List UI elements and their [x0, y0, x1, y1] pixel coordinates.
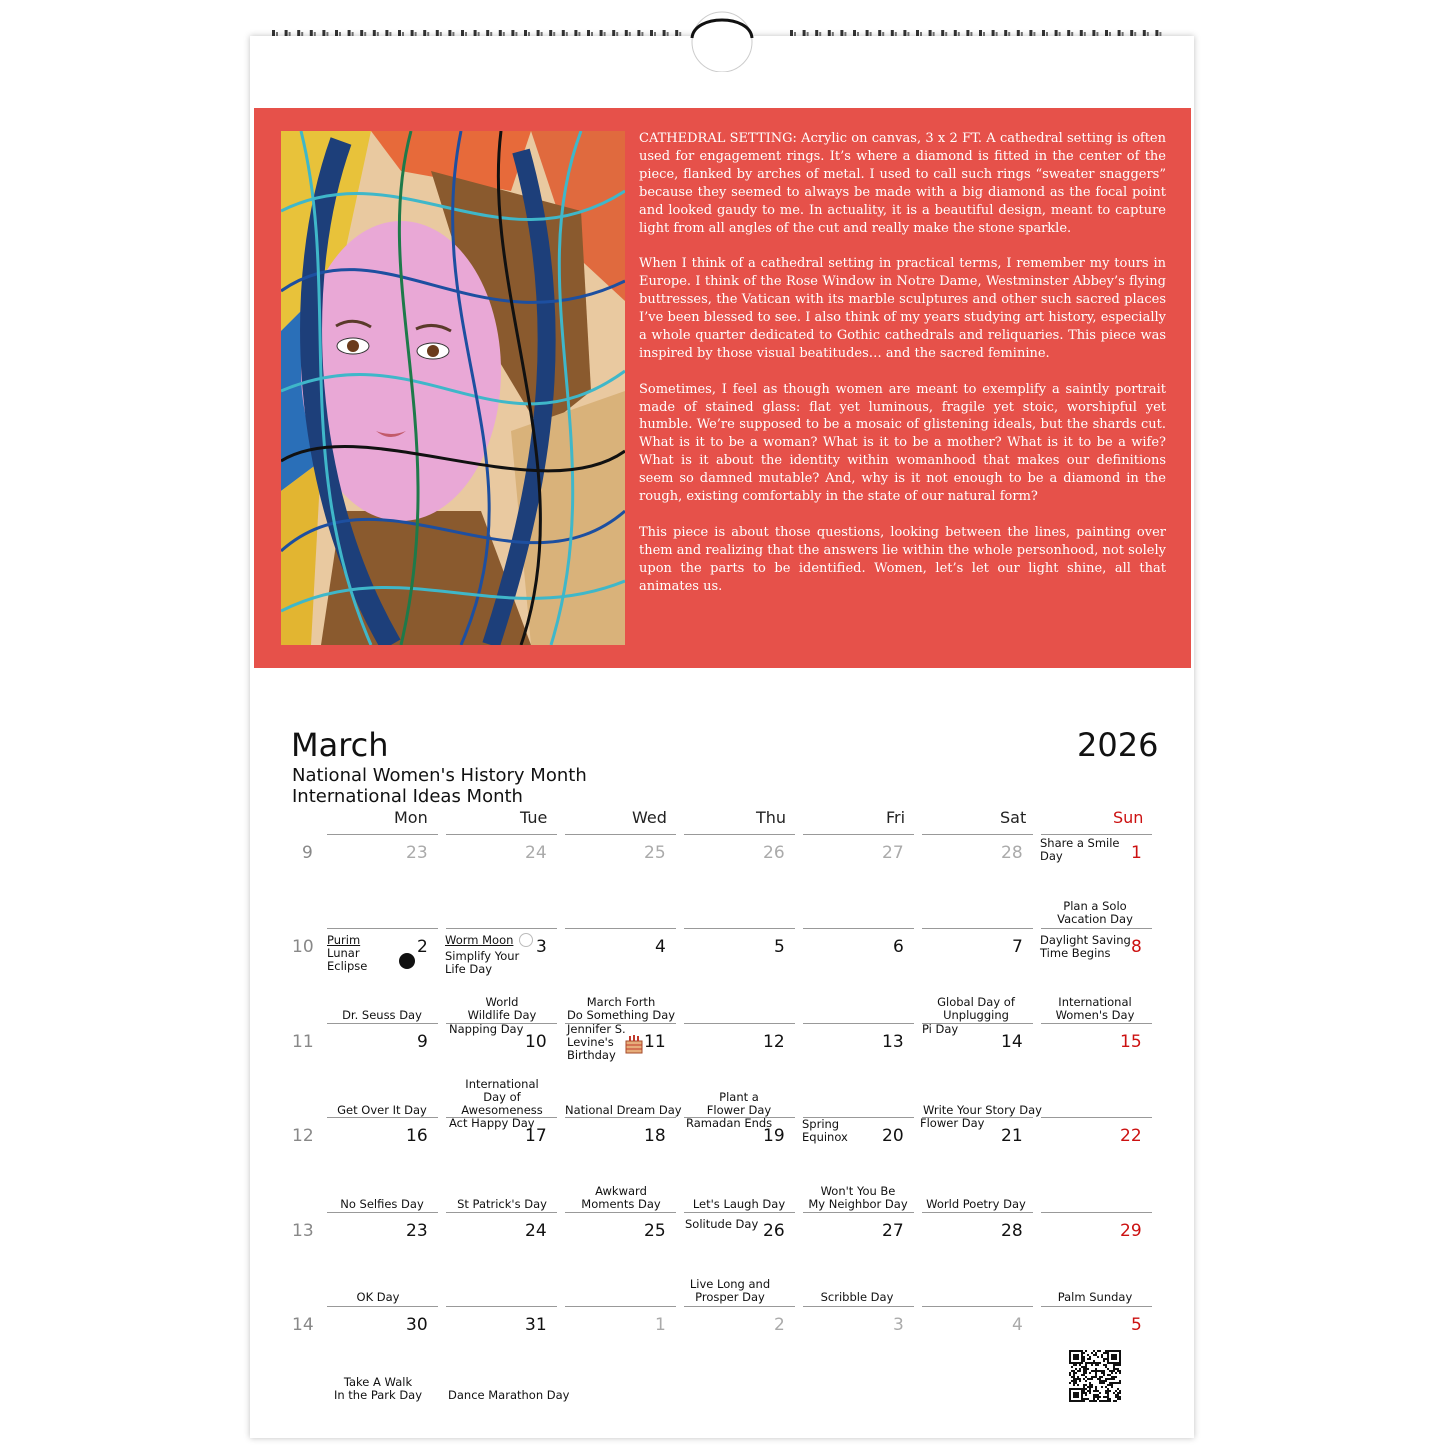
day-cell-divider [565, 1117, 676, 1118]
day-number[interactable]: 22 [1120, 1126, 1142, 1146]
new-moon-icon [518, 932, 534, 948]
event-palm-sunday: Palm Sunday [1057, 1290, 1133, 1304]
weekday-tue: Tue [520, 808, 548, 827]
event-dance-marathon: Dance Marathon Day [448, 1388, 570, 1402]
day-cell-divider [684, 1212, 795, 1213]
day-number[interactable]: 13 [882, 1032, 904, 1052]
birthday-cake-icon [624, 1032, 644, 1054]
day-number[interactable]: 25 [644, 843, 666, 863]
essay-paragraph-2: When I think of a cathedral setting in practical terms, I remember my tours in Europe. I think of the Rose Window in Notre Dame, Westminster Abbey’s flying buttresses, the Vatican with its marble sculptures and other such sacred places I’ve been blessed to see. I also think of my years studying art history, especially a whole quarter dedicated to Gothic cathedrals and reliquaries. This piece was inspired by those visual beatitudes… and the sacred feminine. [639, 256, 1166, 361]
day-cell-divider [565, 1306, 676, 1307]
day-number[interactable]: 10 [525, 1032, 547, 1052]
day-number[interactable]: 16 [406, 1126, 428, 1146]
weekday-sat: Sat [1000, 808, 1027, 827]
day-cell-divider [327, 1117, 438, 1118]
day-cell-divider [446, 1306, 557, 1307]
event-ok-day: OK Day [356, 1290, 400, 1304]
day-number[interactable]: 2 [774, 1315, 785, 1335]
day-number[interactable]: 14 [1001, 1032, 1023, 1052]
day-cell-divider [803, 1306, 914, 1307]
event-ramadan-ends: Ramadan Ends [686, 1116, 773, 1130]
day-cell-divider [803, 834, 914, 835]
event-intl-womens-day: International Women's Day [1055, 995, 1135, 1022]
day-number[interactable]: 24 [525, 1221, 547, 1241]
weekday-mon: Mon [394, 808, 428, 827]
event-daylight-saving: Daylight Saving Time Begins [1040, 933, 1131, 960]
event-take-a-walk: Take A Walk In the Park Day [333, 1375, 423, 1402]
painting-image [281, 131, 625, 645]
event-unplugging: Global Day of Unplugging [937, 995, 1015, 1022]
event-solitude: Solitude Day [685, 1217, 759, 1231]
event-wildlife: World Wildlife Day [467, 995, 537, 1022]
week-number: 13 [292, 1221, 314, 1241]
day-number[interactable]: 4 [655, 937, 666, 957]
event-awkward-moments: Awkward Moments Day [581, 1184, 661, 1211]
full-moon-icon [398, 952, 416, 970]
event-act-happy: Act Happy Day [449, 1116, 535, 1130]
event-lets-laugh: Let's Laugh Day [692, 1197, 786, 1211]
weekday-sun: Sun [1113, 808, 1144, 827]
day-number[interactable]: 3 [893, 1315, 904, 1335]
day-cell-divider [446, 834, 557, 835]
event-worm-moon: Worm Moon [445, 933, 514, 947]
day-number[interactable]: 11 [644, 1032, 666, 1052]
day-number[interactable]: 31 [525, 1315, 547, 1335]
day-number[interactable]: 28 [1001, 843, 1023, 863]
day-number[interactable]: 12 [763, 1032, 785, 1052]
day-cell-divider [446, 928, 557, 929]
day-cell-divider [1041, 1023, 1152, 1024]
month-observance-2: International Ideas Month [292, 786, 523, 807]
day-number[interactable]: 2 [417, 937, 428, 957]
day-number[interactable]: 20 [882, 1126, 904, 1146]
day-cell-divider [684, 834, 795, 835]
day-cell-divider [922, 928, 1033, 929]
hanger-ring-icon [690, 8, 754, 72]
day-number[interactable]: 9 [417, 1032, 428, 1052]
day-cell-divider [327, 928, 438, 929]
day-number[interactable]: 17 [525, 1126, 547, 1146]
event-live-long: Live Long and Prosper Day [689, 1277, 771, 1304]
day-cell-divider [803, 1212, 914, 1213]
day-number[interactable]: 5 [1131, 1315, 1142, 1335]
weekday-fri: Fri [886, 808, 906, 827]
day-cell-divider [922, 834, 1033, 835]
day-cell-divider [1041, 1306, 1152, 1307]
day-cell-divider [1041, 1117, 1152, 1118]
day-number[interactable]: 26 [763, 1221, 785, 1241]
event-write-story: Write Your Story Day [923, 1103, 1042, 1117]
essay-paragraph-1: CATHEDRAL SETTING: Acrylic on canvas, 3 x 2 FT. A cathedral setting is often used for engagement rings. It’s where a diamond is fitted in the center of the piece, flanked by arches of metal. I used to call such rings “sweater snaggers” because they seemed to always be made with a big diamond as the focal point and looked gaudy to me. In actuality, it is a beautiful design, meant to capture light from all angles of the cut and really make the stone sparkle. [639, 131, 1166, 236]
weekday-thu: Thu [756, 808, 787, 827]
qr-code-icon [1069, 1350, 1121, 1402]
essay-paragraph-3: Sometimes, I feel as though women are meant to exemplify a saintly portrait made of stained glass: flat yet luminous, fragile yet stoic, worshipful yet humble. We’re supposed to be a mosaic of glistening ideals, but the shards cut. What is it to be a woman? What is it to be a mother? What is it to be a wife? What is it about the identity within womanhood that makes our definitions seem so damned mutable? And, why is it not enough to be a diamond in the rough, existing comfortably in the state of our natural form? [639, 381, 1166, 505]
day-number[interactable]: 30 [406, 1315, 428, 1335]
day-cell-divider [327, 1212, 438, 1213]
day-cell-divider [803, 1023, 914, 1024]
day-number[interactable]: 8 [1131, 937, 1142, 957]
event-flower-day: Flower Day [920, 1116, 985, 1130]
day-number[interactable]: 19 [763, 1126, 785, 1146]
month-observance-1: National Women's History Month [292, 765, 587, 786]
weekday-wed: Wed [632, 808, 667, 827]
day-number[interactable]: 23 [406, 843, 428, 863]
event-napping: Napping Day [449, 1022, 524, 1036]
day-cell-divider [1041, 1212, 1152, 1213]
day-number[interactable]: 26 [763, 843, 785, 863]
day-number[interactable]: 24 [525, 843, 547, 863]
day-cell-divider [565, 928, 676, 929]
day-cell-divider [922, 1306, 1033, 1307]
day-number[interactable]: 28 [1001, 1221, 1023, 1241]
essay-paragraph-4: This piece is about those questions, looking between the lines, painting over them and realizing that the answers lie within the whole personhood, not solely upon the parts to be identified. Women, let’s let our light shine, all that animates us. [639, 524, 1166, 594]
day-cell-divider [327, 1023, 438, 1024]
day-cell-divider [803, 928, 914, 929]
event-birthday: Jennifer S. Levine's Birthday [567, 1022, 626, 1062]
year-title: 2026 [1077, 726, 1159, 764]
day-number[interactable]: 5 [774, 937, 785, 957]
month-title: March [291, 726, 389, 764]
day-number[interactable]: 7 [1012, 937, 1023, 957]
artwork-description [639, 130, 1166, 613]
event-st-patricks: St Patrick's Day [457, 1197, 547, 1211]
event-national-dream: National Dream Day [565, 1103, 682, 1117]
day-number[interactable]: 21 [1001, 1126, 1023, 1146]
week-number: 10 [292, 937, 314, 957]
day-cell-divider [565, 1212, 676, 1213]
day-cell-divider [565, 834, 676, 835]
day-cell-divider [684, 1023, 795, 1024]
event-dr-seuss: Dr. Seuss Day [342, 1008, 422, 1022]
week-number: 11 [292, 1032, 314, 1052]
day-number[interactable]: 6 [893, 937, 904, 957]
day-cell-divider [327, 834, 438, 835]
day-number[interactable]: 15 [1120, 1032, 1142, 1052]
event-simplify: Simplify Your Life Day [445, 949, 520, 976]
event-pi-day: Pi Day [922, 1022, 959, 1036]
day-cell-divider [684, 928, 795, 929]
event-plan-solo: Plan a Solo Vacation Day [1057, 899, 1133, 926]
event-world-poetry: World Poetry Day [926, 1197, 1026, 1211]
event-march-forth: March Forth Do Something Day [566, 995, 676, 1022]
day-number[interactable]: 27 [882, 1221, 904, 1241]
day-cell-divider [922, 1212, 1033, 1213]
event-neighbor: Won't You Be My Neighbor Day [808, 1184, 908, 1211]
day-cell-divider [684, 1306, 795, 1307]
day-number[interactable]: 27 [882, 843, 904, 863]
event-no-selfies: No Selfies Day [340, 1197, 424, 1211]
day-number[interactable]: 25 [644, 1221, 666, 1241]
week-number: 12 [292, 1126, 314, 1146]
day-cell-divider [1041, 834, 1152, 835]
day-number[interactable]: 1 [1131, 843, 1142, 863]
event-purim-eclipse: Purim Lunar Eclipse [327, 933, 368, 973]
event-get-over-it: Get Over It Day [337, 1103, 427, 1117]
event-plant-flower: Plant a Flower Day [706, 1090, 772, 1117]
week-number: 14 [292, 1315, 314, 1335]
day-cell-divider [327, 1306, 438, 1307]
day-number[interactable]: 23 [406, 1221, 428, 1241]
day-number[interactable]: 3 [536, 937, 547, 957]
event-awesomeness: International Day of Awesomeness [461, 1077, 543, 1117]
day-cell-divider [446, 1212, 557, 1213]
day-cell-divider [1041, 928, 1152, 929]
event-spring-equinox: Spring Equinox [802, 1117, 848, 1144]
day-number[interactable]: 1 [655, 1315, 666, 1335]
day-number[interactable]: 4 [1012, 1315, 1023, 1335]
day-number[interactable]: 29 [1120, 1221, 1142, 1241]
event-scribble: Scribble Day [820, 1290, 894, 1304]
week-number: 9 [302, 843, 313, 863]
event-share-smile: Share a Smile Day [1040, 836, 1120, 863]
day-number[interactable]: 18 [644, 1126, 666, 1146]
